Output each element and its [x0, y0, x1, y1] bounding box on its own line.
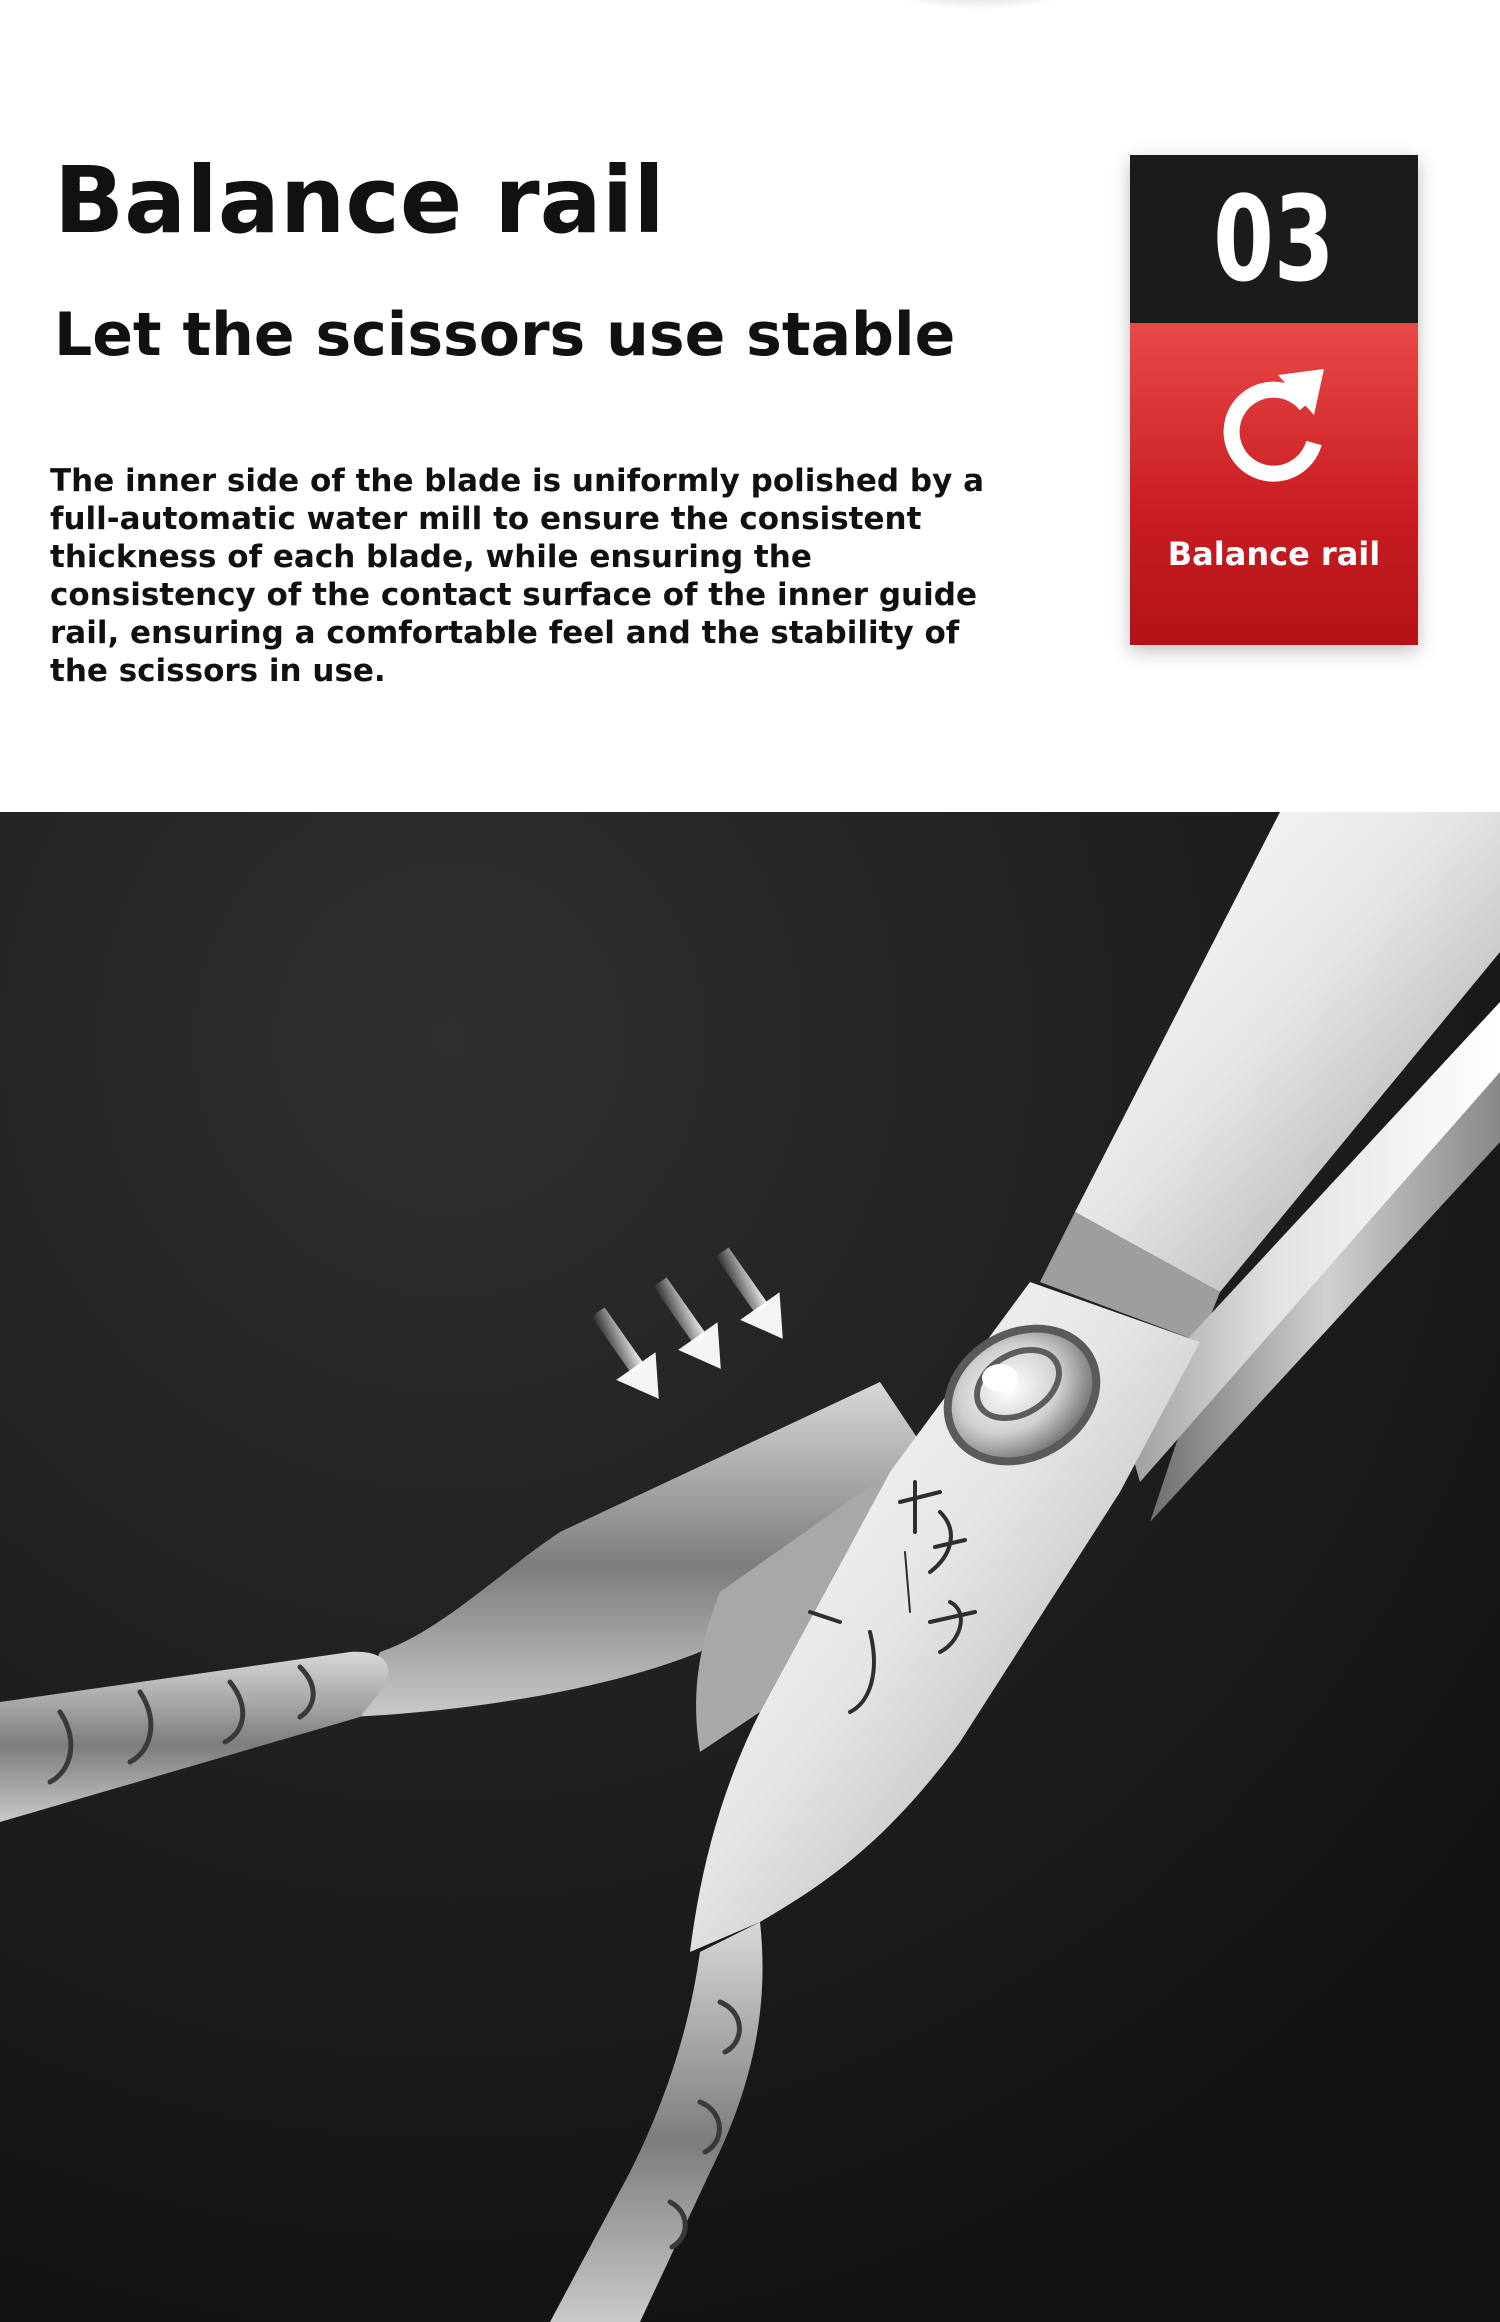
badge-label: Balance rail — [1167, 535, 1381, 573]
badge-number: 03 — [1213, 170, 1335, 308]
badge-number-box — [1130, 155, 1418, 323]
page-subtitle: Let the scissors use stable — [54, 300, 956, 370]
page-title: Balance rail — [54, 147, 665, 254]
feature-description: The inner side of the blade is uniformly polished by a full-automatic water mill to ensure the consistent thickness of each blade, while ensuring the consistency of the contact surface of the inner guide rail, ensuring a comfortable feel and the stability of the scissors in use. — [50, 463, 985, 689]
rotate-clockwise-icon — [1214, 361, 1338, 485]
top-shadow — [880, 0, 1080, 10]
badge-red-box — [1130, 323, 1418, 645]
product-image — [0, 812, 1500, 2322]
feature-header — [0, 0, 1500, 812]
scissors-illustration — [0, 812, 1500, 2322]
feature-badge — [1130, 155, 1418, 645]
